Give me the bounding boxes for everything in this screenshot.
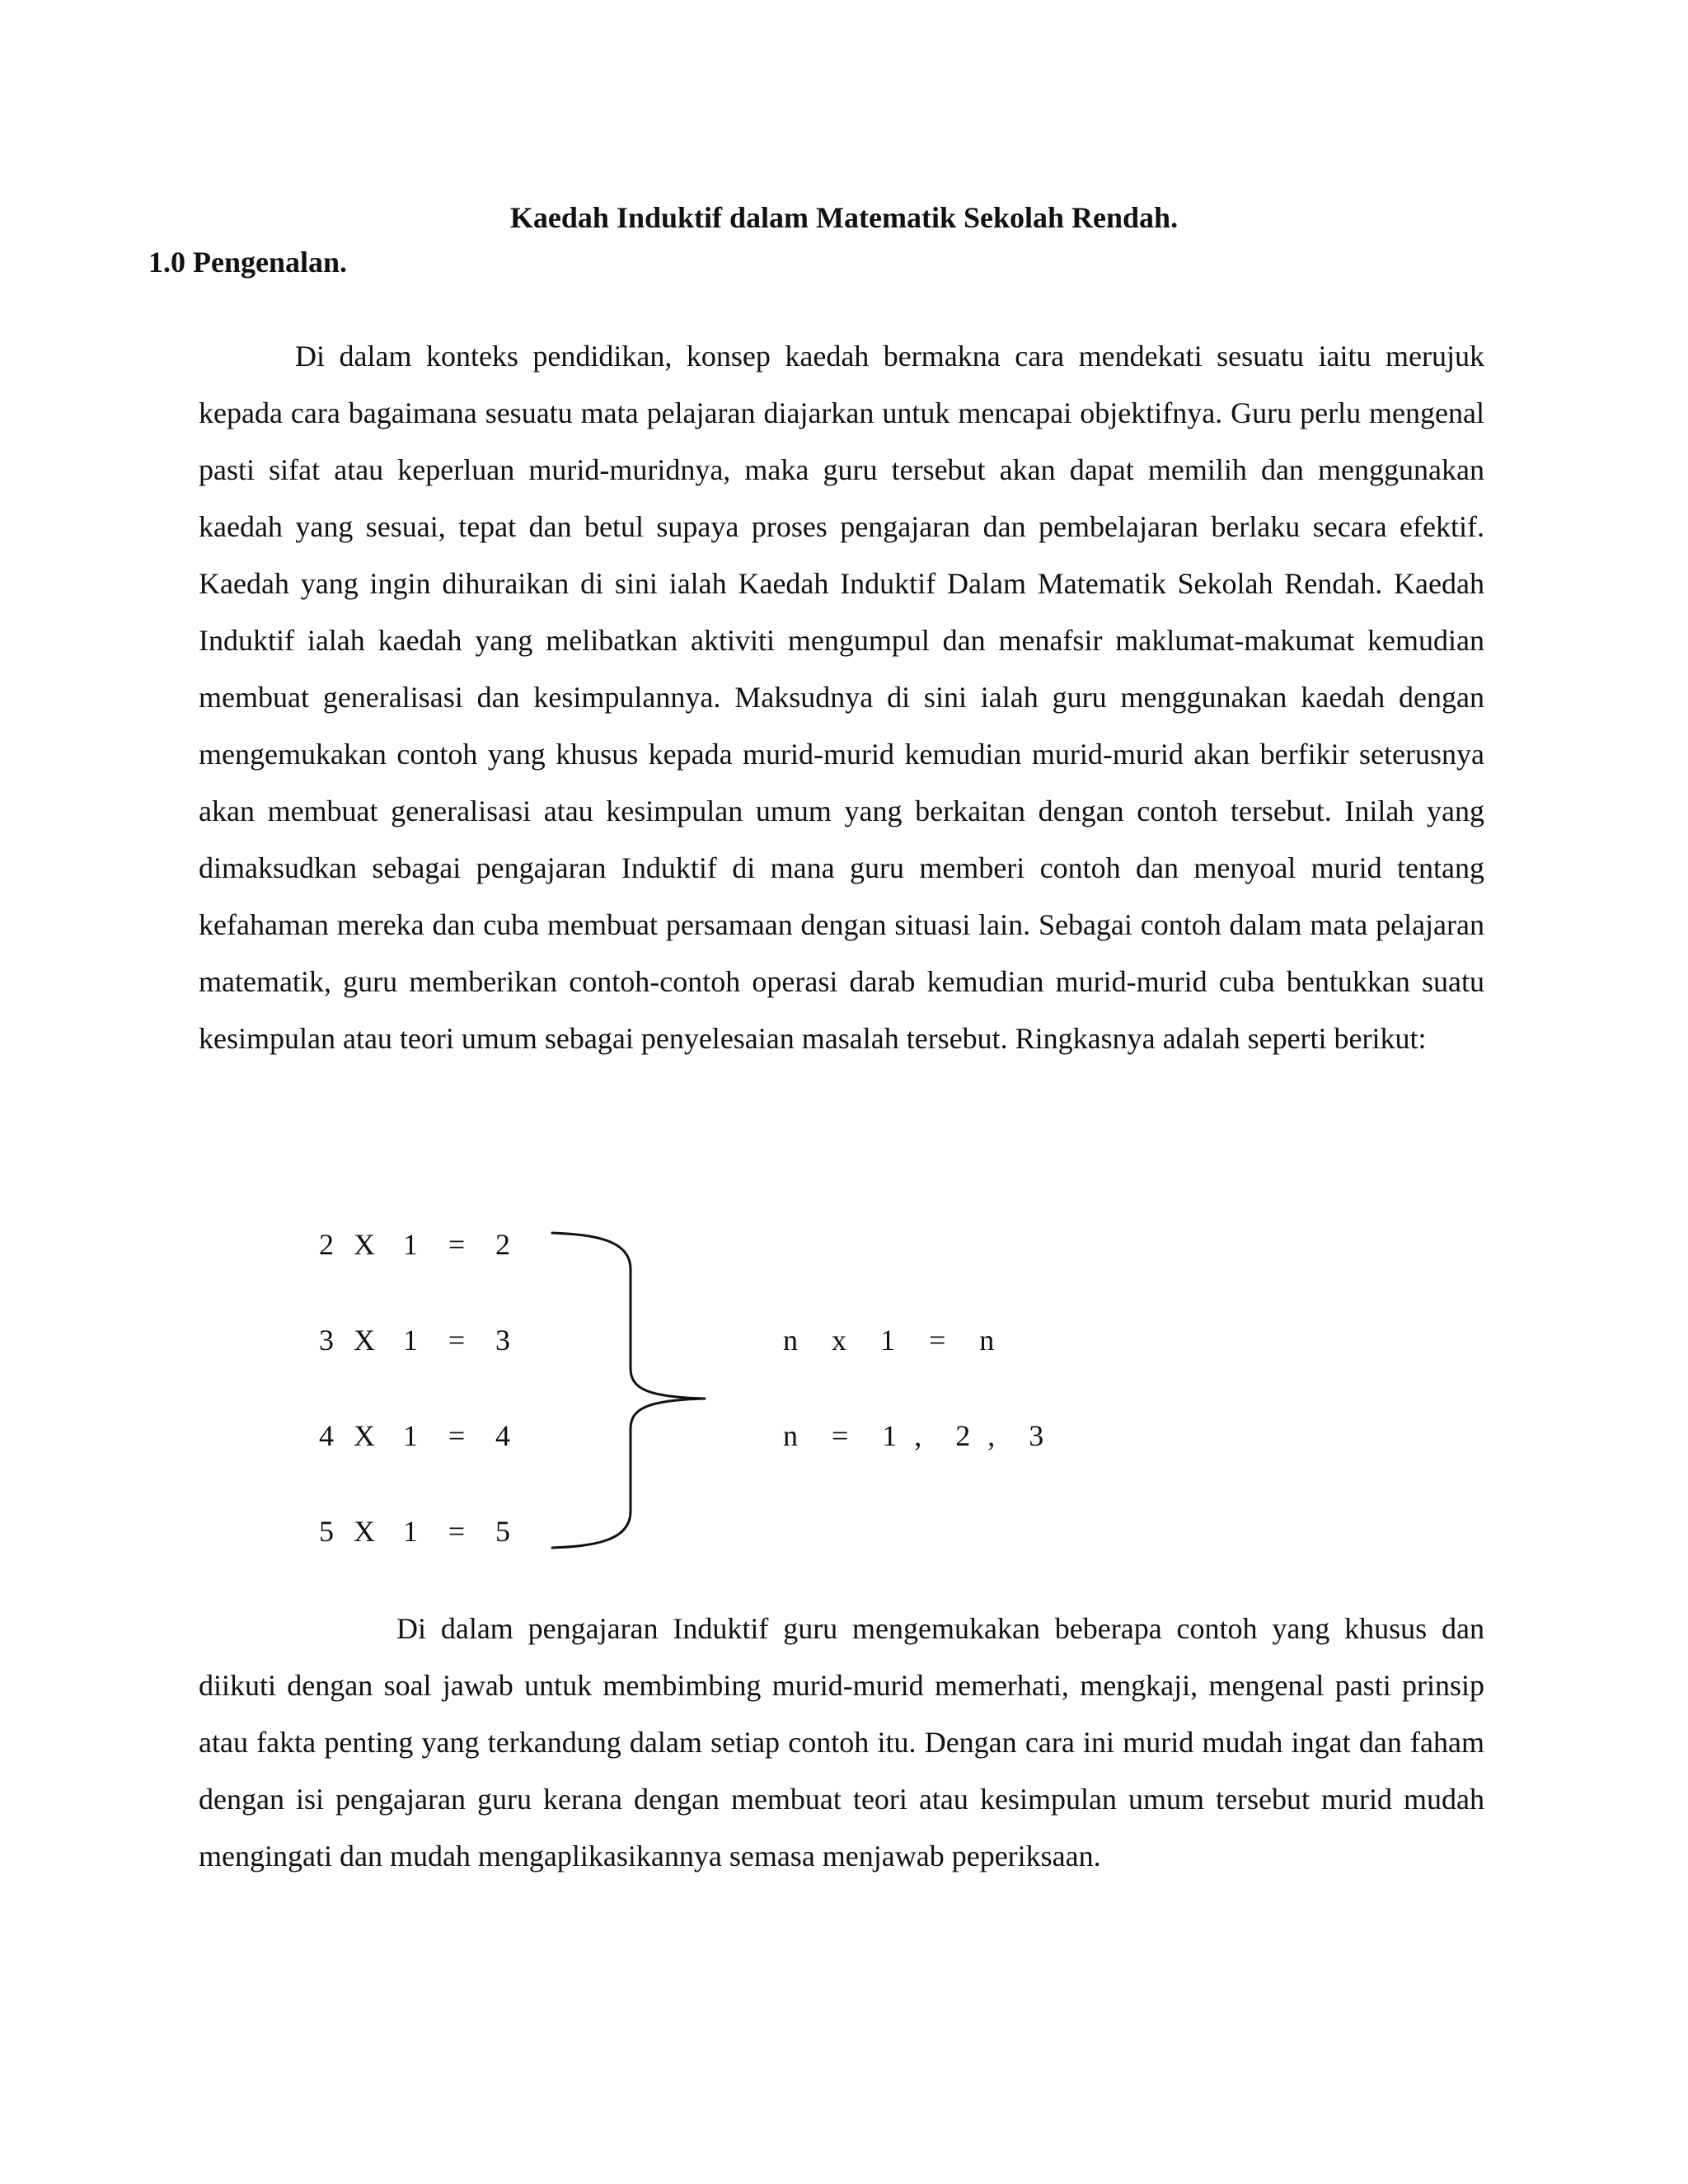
document-title: Kaedah Induktif dalam Matematik Sekolah Rendah. bbox=[509, 201, 1179, 234]
result: 4 bbox=[495, 1419, 510, 1452]
equals-sign: = bbox=[448, 1419, 466, 1452]
curly-brace-icon bbox=[544, 1228, 709, 1549]
operator: X bbox=[354, 1228, 375, 1261]
equals-sign: = bbox=[448, 1324, 466, 1357]
operator: X bbox=[354, 1324, 375, 1357]
result: 3 bbox=[495, 1324, 510, 1357]
intro-paragraph: Di dalam konteks pendidikan, konsep kaedah bermakna cara mendekati sesuatu iaitu merujuk kepada cara bagaimana sesuatu mata pelajaran diajarkan untuk mencapai objektifnya. Guru perlu mengenal pasti sifat atau keperluan murid-muridnya, maka guru tersebut akan dapat memilih dan menggunakan kaedah yang sesuai, tepat dan betul supaya proses pengajaran dan pembelajaran berlaku secara efektif. Kaedah yang ingin dihuraikan di sini ialah Kaedah Induktif Dalam Matematik Sekolah Rendah. Kaedah Induktif ialah kaedah yang melibatkan aktiviti mengumpul dan menafsir maklumat-makumat kemudian membuat generalisasi dan kesimpulannya. Maksudnya di sini ialah guru menggunakan kaedah dengan mengemukakan contoh yang khusus kepada murid-murid kemudian murid-murid akan berfikir seterusnya akan membuat generalisasi atau kesimpulan umum yang berkaitan dengan contoh tersebut. Inilah yang dimaksudkan sebagai pengajaran Induktif di mana guru memberi contoh dan menyoal murid tentang kefahaman mereka dan cuba membuat persamaan dengan situasi lain. Sebagai contoh dalam mata pelajaran matematik, guru memberikan contoh-contoh operasi darab kemudian murid-murid cuba bentukkan suatu kesimpulan atau teori umum sebagai penyelesaian masalah tersebut. Ringkasnya adalah seperti berikut: bbox=[199, 340, 1484, 1055]
operand-a: 2 bbox=[319, 1228, 334, 1261]
operand-b: 1 bbox=[403, 1324, 418, 1357]
generalization-domain: n = 1 , 2 , 3 bbox=[783, 1419, 1045, 1452]
operand-b: 1 bbox=[403, 1228, 418, 1261]
example-equation bbox=[312, 1225, 526, 1264]
operator: X bbox=[354, 1419, 375, 1452]
result: 2 bbox=[495, 1228, 510, 1261]
operand-a: 5 bbox=[319, 1515, 334, 1548]
equals-sign: = bbox=[448, 1228, 466, 1261]
example-equation bbox=[312, 1511, 526, 1551]
example-equation bbox=[312, 1416, 526, 1455]
example-equation bbox=[312, 1320, 526, 1360]
closing-paragraph: Di dalam pengajaran Induktif guru mengemukakan beberapa contoh yang khusus dan diikuti dengan soal jawab untuk membimbing murid-murid memerhati, mengkaji, mengenal pasti prinsip atau fakta penting yang terkandung dalam setiap contoh itu. Dengan cara ini murid mudah ingat dan faham dengan isi pengajaran guru kerana dengan membuat teori atau kesimpulan umum tersebut murid mudah mengingati dan mudah mengaplikasikannya semasa menjawab peperiksaan. bbox=[199, 1612, 1484, 1872]
equals-sign: = bbox=[448, 1515, 466, 1548]
operand-a: 3 bbox=[319, 1324, 334, 1357]
operand-a: 4 bbox=[319, 1419, 334, 1452]
result: 5 bbox=[495, 1515, 510, 1548]
section-heading: 1.0 Pengenalan. bbox=[148, 246, 348, 279]
operand-b: 1 bbox=[403, 1419, 418, 1452]
operator: X bbox=[354, 1515, 375, 1548]
generalization-rule: n x 1 = n bbox=[783, 1324, 996, 1357]
operand-b: 1 bbox=[403, 1515, 418, 1548]
